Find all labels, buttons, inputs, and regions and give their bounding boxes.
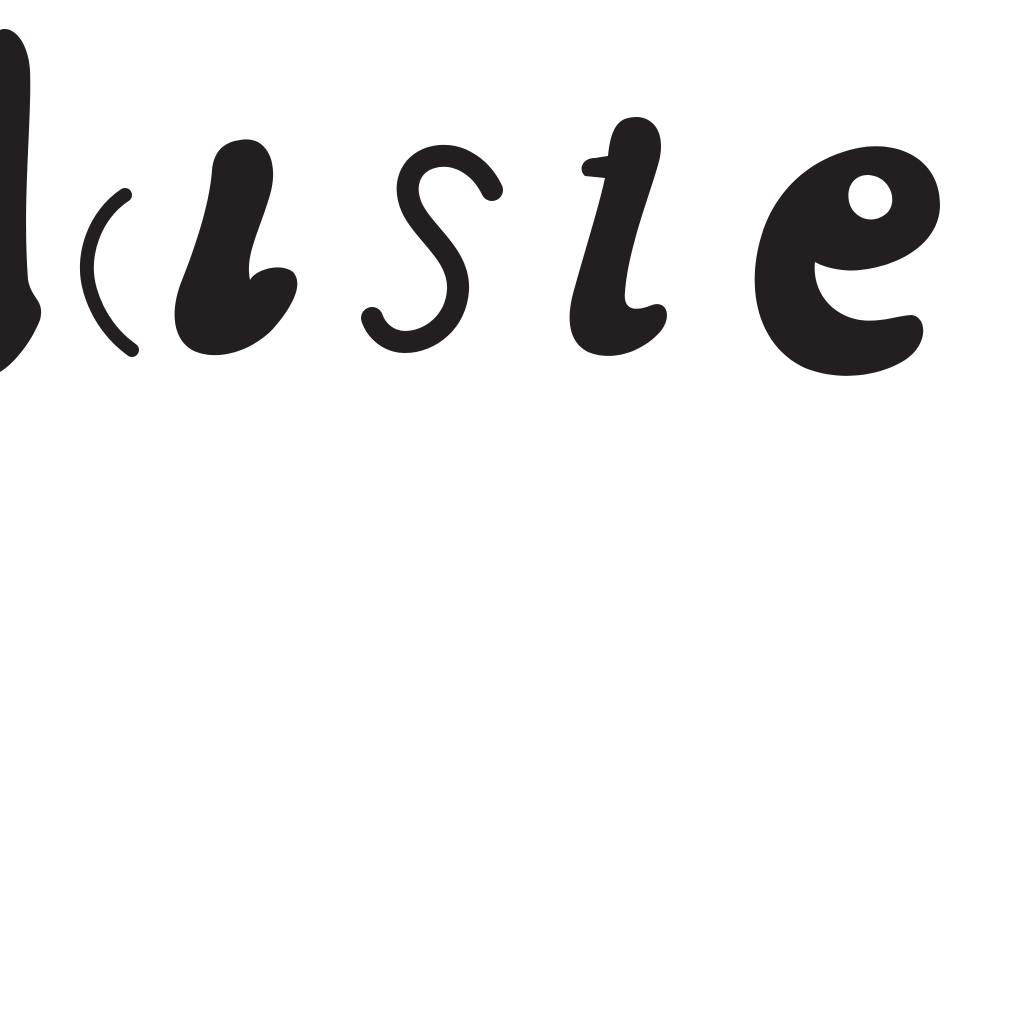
letter-i-body — [175, 139, 298, 355]
letter-s — [372, 156, 492, 342]
letter-e — [755, 146, 940, 376]
letter-t — [570, 117, 667, 356]
letter-i-stroke-left — [87, 195, 132, 350]
letter-l-partial — [0, 29, 41, 372]
